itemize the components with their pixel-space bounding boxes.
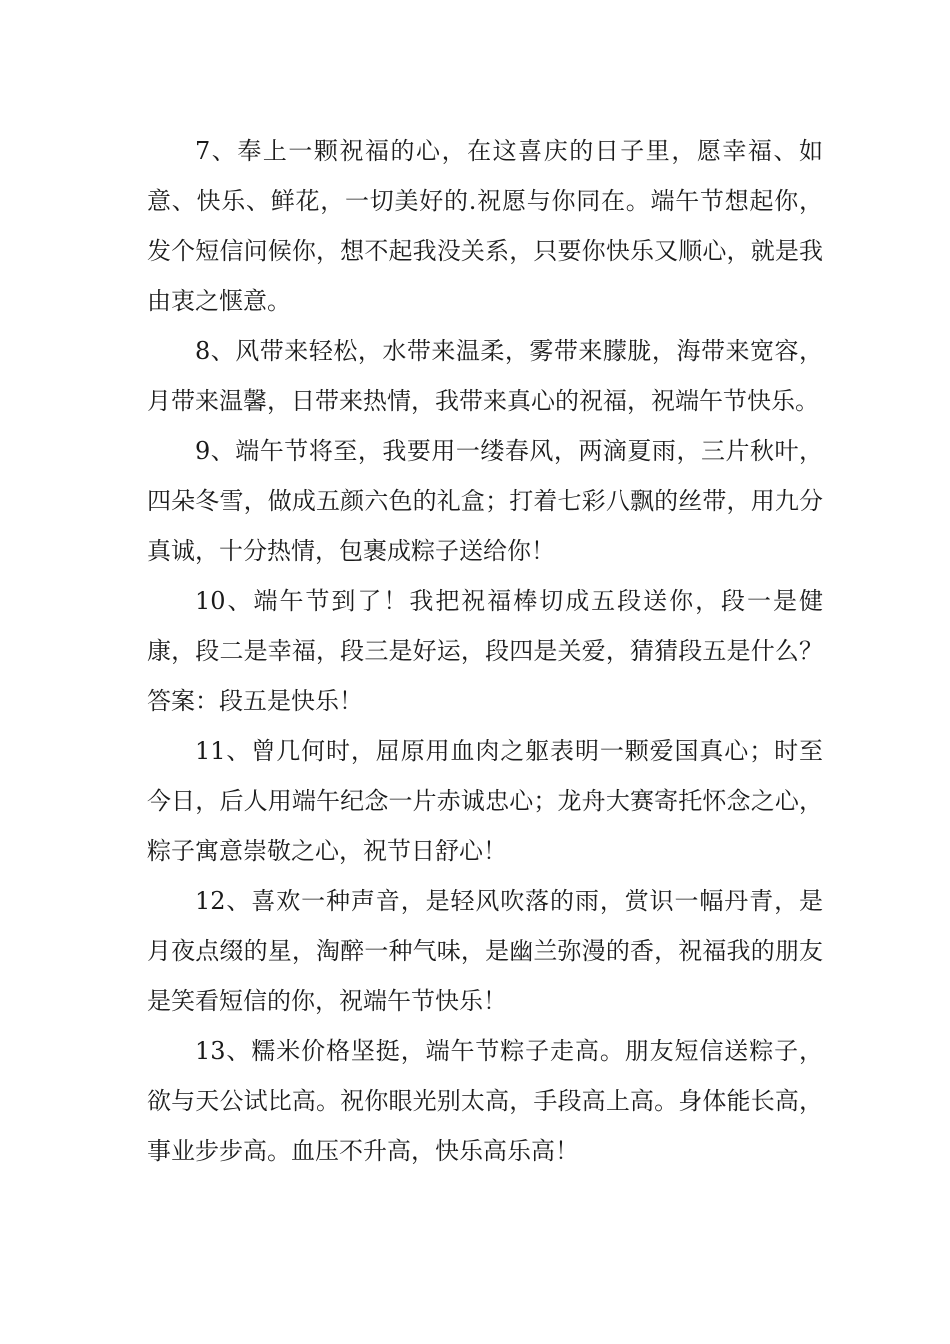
- paragraph-13: 13、糯米价格坚挺，端午节粽子走高。朋友短信送粽子，欲与天公试比高。祝你眼光别太高，手段高上高。身体能长高，事业步步高。血压不升高，快乐高乐高！: [147, 1037, 823, 1165]
- paragraph-10: 10、端午节到了！我把祝福棒切成五段送你，段一是健康，段二是幸福，段三是好运，段四是关爱，猜猜段五是什么？答案：段五是快乐！: [147, 587, 823, 715]
- paragraph-12: 12、喜欢一种声音，是轻风吹落的雨，赏识一幅丹青，是月夜点缀的星，淘醉一种气味，是幽兰弥漫的香，祝福我的朋友是笑看短信的你，祝端午节快乐！: [147, 887, 823, 1015]
- paragraph-11: 11、曾几何时，屈原用血肉之躯表明一颗爱国真心；时至今日，后人用端午纪念一片赤诚忠心；龙舟大赛寄托怀念之心，粽子寓意崇敬之心，祝节日舒心！: [147, 737, 823, 865]
- paragraph-9: 9、端午节将至，我要用一缕春风，两滴夏雨，三片秋叶，四朵冬雪，做成五颜六色的礼盒；打着七彩八飘的丝带，用九分真诚，十分热情，包裹成粽子送给你！: [147, 437, 823, 565]
- paragraph-8: 8、风带来轻松，水带来温柔，雾带来朦胧，海带来宽容，月带来温馨，日带来热情，我带来真心的祝福，祝端午节快乐。: [147, 337, 823, 415]
- document-body: [147, 126, 823, 1176]
- paragraph-7: 7、奉上一颗祝福的心，在这喜庆的日子里，愿幸福、如意、快乐、鲜花，一切美好的.祝愿与你同在。端午节想起你，发个短信问候你，想不起我没关系，只要你快乐又顺心，就是我由衷之惬意。: [147, 137, 823, 315]
